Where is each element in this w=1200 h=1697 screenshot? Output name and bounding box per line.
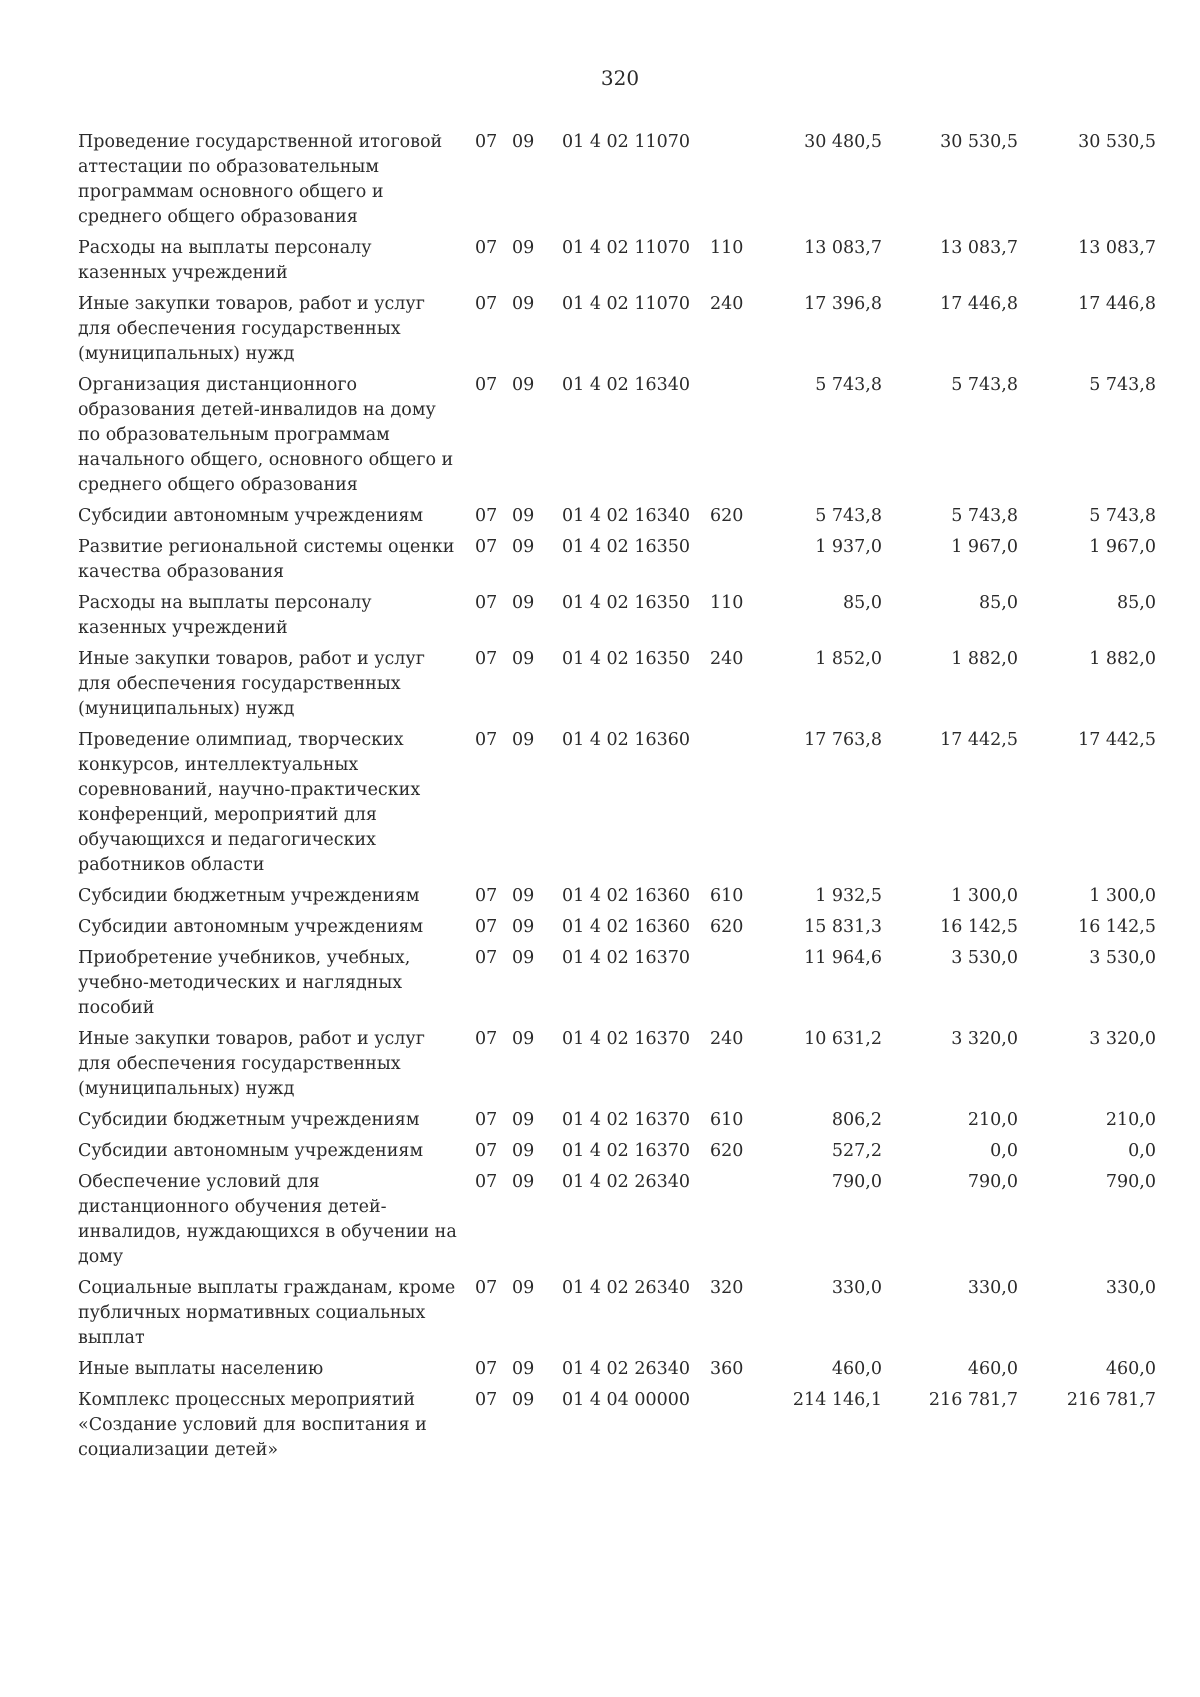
target-article-code: 01 4 02 16360 bbox=[562, 730, 691, 750]
subsection-code: 09 bbox=[512, 294, 535, 314]
amount-year-1: 790,0 bbox=[831, 1172, 882, 1192]
amount-year-1: 17 763,8 bbox=[804, 730, 882, 750]
row-description: Развитие региональной системы оценки качества образования bbox=[78, 537, 455, 582]
table-row bbox=[0, 647, 1200, 722]
amount-year-2: 210,0 bbox=[967, 1110, 1018, 1130]
section-code: 07 bbox=[475, 375, 498, 395]
subsection-code: 09 bbox=[512, 238, 535, 258]
budget-table bbox=[0, 130, 1200, 1469]
target-article-code: 01 4 02 16340 bbox=[562, 506, 691, 526]
target-article-code: 01 4 02 26340 bbox=[562, 1172, 691, 1192]
amount-year-2: 460,0 bbox=[967, 1359, 1018, 1379]
row-description: Комплекс процессных мероприятий «Создание условий для воспитания и социализации детей» bbox=[78, 1390, 427, 1460]
amount-year-3: 460,0 bbox=[1105, 1359, 1156, 1379]
section-code: 07 bbox=[475, 294, 498, 314]
subsection-code: 09 bbox=[512, 1359, 535, 1379]
target-article-code: 01 4 02 16350 bbox=[562, 593, 691, 613]
amount-year-3: 30 530,5 bbox=[1078, 132, 1156, 152]
section-code: 07 bbox=[475, 1278, 498, 1298]
table-row bbox=[0, 236, 1200, 286]
amount-year-1: 15 831,3 bbox=[804, 917, 882, 937]
table-row bbox=[0, 373, 1200, 498]
amount-year-2: 13 083,7 bbox=[940, 238, 1018, 258]
amount-year-1: 1 932,5 bbox=[815, 886, 882, 906]
amount-year-2: 17 446,8 bbox=[940, 294, 1018, 314]
table-row bbox=[0, 591, 1200, 641]
expense-type-code: 240 bbox=[710, 294, 744, 314]
section-code: 07 bbox=[475, 1390, 498, 1410]
section-code: 07 bbox=[475, 1029, 498, 1049]
table-row bbox=[0, 1027, 1200, 1102]
amount-year-2: 5 743,8 bbox=[951, 375, 1018, 395]
table-row bbox=[0, 504, 1200, 529]
section-code: 07 bbox=[475, 1359, 498, 1379]
target-article-code: 01 4 02 11070 bbox=[562, 132, 691, 152]
row-description: Обеспечение условий для дистанционного обучения детей-инвалидов, нуждающихся в обучении на дому bbox=[78, 1172, 457, 1267]
table-row bbox=[0, 535, 1200, 585]
table-row bbox=[0, 1139, 1200, 1164]
amount-year-3: 17 446,8 bbox=[1078, 294, 1156, 314]
target-article-code: 01 4 02 26340 bbox=[562, 1359, 691, 1379]
section-code: 07 bbox=[475, 506, 498, 526]
section-code: 07 bbox=[475, 948, 498, 968]
amount-year-3: 330,0 bbox=[1105, 1278, 1156, 1298]
expense-type-code: 620 bbox=[710, 1141, 744, 1161]
amount-year-2: 1 967,0 bbox=[951, 537, 1018, 557]
expense-type-code: 610 bbox=[710, 886, 744, 906]
subsection-code: 09 bbox=[512, 917, 535, 937]
amount-year-1: 527,2 bbox=[831, 1141, 882, 1161]
row-description: Социальные выплаты гражданам, кроме публичных нормативных социальных выплат bbox=[78, 1278, 456, 1348]
subsection-code: 09 bbox=[512, 506, 535, 526]
target-article-code: 01 4 02 16370 bbox=[562, 1110, 691, 1130]
subsection-code: 09 bbox=[512, 1278, 535, 1298]
target-article-code: 01 4 02 16350 bbox=[562, 537, 691, 557]
amount-year-3: 1 882,0 bbox=[1089, 649, 1156, 669]
amount-year-2: 0,0 bbox=[990, 1141, 1018, 1161]
target-article-code: 01 4 02 16370 bbox=[562, 1141, 691, 1161]
amount-year-2: 30 530,5 bbox=[940, 132, 1018, 152]
table-row bbox=[0, 130, 1200, 230]
amount-year-1: 5 743,8 bbox=[815, 375, 882, 395]
table-row bbox=[0, 946, 1200, 1021]
expense-type-code: 110 bbox=[710, 238, 744, 258]
subsection-code: 09 bbox=[512, 537, 535, 557]
row-description: Субсидии автономным учреждениям bbox=[78, 506, 424, 526]
subsection-code: 09 bbox=[512, 1390, 535, 1410]
target-article-code: 01 4 02 26340 bbox=[562, 1278, 691, 1298]
row-description: Иные закупки товаров, работ и услуг для обеспечения государственных (муниципальных) нужд bbox=[78, 294, 425, 364]
amount-year-3: 85,0 bbox=[1117, 593, 1156, 613]
table-row bbox=[0, 884, 1200, 909]
section-code: 07 bbox=[475, 238, 498, 258]
amount-year-3: 0,0 bbox=[1128, 1141, 1156, 1161]
subsection-code: 09 bbox=[512, 886, 535, 906]
row-description: Иные закупки товаров, работ и услуг для обеспечения государственных (муниципальных) нужд bbox=[78, 649, 425, 719]
amount-year-1: 1 852,0 bbox=[815, 649, 882, 669]
amount-year-1: 214 146,1 bbox=[792, 1390, 882, 1410]
amount-year-1: 13 083,7 bbox=[804, 238, 882, 258]
row-description: Субсидии автономным учреждениям bbox=[78, 1141, 424, 1161]
expense-type-code: 110 bbox=[710, 593, 744, 613]
section-code: 07 bbox=[475, 1141, 498, 1161]
amount-year-2: 17 442,5 bbox=[940, 730, 1018, 750]
amount-year-2: 330,0 bbox=[967, 1278, 1018, 1298]
amount-year-3: 790,0 bbox=[1105, 1172, 1156, 1192]
section-code: 07 bbox=[475, 649, 498, 669]
subsection-code: 09 bbox=[512, 730, 535, 750]
amount-year-1: 5 743,8 bbox=[815, 506, 882, 526]
amount-year-1: 10 631,2 bbox=[804, 1029, 882, 1049]
subsection-code: 09 bbox=[512, 1110, 535, 1130]
table-row bbox=[0, 728, 1200, 878]
amount-year-1: 330,0 bbox=[831, 1278, 882, 1298]
table-row bbox=[0, 1108, 1200, 1133]
table-row bbox=[0, 1276, 1200, 1351]
subsection-code: 09 bbox=[512, 132, 535, 152]
amount-year-3: 5 743,8 bbox=[1089, 375, 1156, 395]
table-row bbox=[0, 1357, 1200, 1382]
row-description: Проведение олимпиад, творческих конкурсов, интеллектуальных соревнований, научно-практических конференций, мероприятий для обучающихся и педагогических работников области bbox=[78, 730, 421, 875]
expense-type-code: 360 bbox=[710, 1359, 744, 1379]
row-description: Проведение государственной итоговой аттестации по образовательным программам основного общего и среднего общего образования bbox=[78, 132, 443, 227]
amount-year-3: 3 530,0 bbox=[1089, 948, 1156, 968]
amount-year-3: 216 781,7 bbox=[1066, 1390, 1156, 1410]
subsection-code: 09 bbox=[512, 593, 535, 613]
amount-year-3: 13 083,7 bbox=[1078, 238, 1156, 258]
target-article-code: 01 4 02 16350 bbox=[562, 649, 691, 669]
row-description: Организация дистанционного образования детей-инвалидов на дому по образовательным программам начального общего, основного общего и среднего общего образования bbox=[78, 375, 454, 495]
section-code: 07 bbox=[475, 1172, 498, 1192]
target-article-code: 01 4 02 16370 bbox=[562, 948, 691, 968]
amount-year-2: 3 320,0 bbox=[951, 1029, 1018, 1049]
amount-year-2: 85,0 bbox=[979, 593, 1018, 613]
section-code: 07 bbox=[475, 132, 498, 152]
amount-year-1: 11 964,6 bbox=[804, 948, 882, 968]
table-row bbox=[0, 1170, 1200, 1270]
target-article-code: 01 4 02 16360 bbox=[562, 917, 691, 937]
row-description: Приобретение учебников, учебных, учебно-методических и наглядных пособий bbox=[78, 948, 411, 1018]
amount-year-1: 85,0 bbox=[843, 593, 882, 613]
section-code: 07 bbox=[475, 917, 498, 937]
row-description: Иные закупки товаров, работ и услуг для обеспечения государственных (муниципальных) нужд bbox=[78, 1029, 425, 1099]
expense-type-code: 240 bbox=[710, 1029, 744, 1049]
subsection-code: 09 bbox=[512, 375, 535, 395]
row-description: Субсидии бюджетным учреждениям bbox=[78, 886, 420, 906]
expense-type-code: 240 bbox=[710, 649, 744, 669]
page-number: 320 bbox=[600, 66, 640, 90]
amount-year-2: 5 743,8 bbox=[951, 506, 1018, 526]
expense-type-code: 320 bbox=[710, 1278, 744, 1298]
subsection-code: 09 bbox=[512, 1172, 535, 1192]
amount-year-2: 216 781,7 bbox=[928, 1390, 1018, 1410]
amount-year-1: 17 396,8 bbox=[804, 294, 882, 314]
section-code: 07 bbox=[475, 730, 498, 750]
amount-year-2: 3 530,0 bbox=[951, 948, 1018, 968]
subsection-code: 09 bbox=[512, 649, 535, 669]
subsection-code: 09 bbox=[512, 1141, 535, 1161]
amount-year-3: 5 743,8 bbox=[1089, 506, 1156, 526]
amount-year-1: 30 480,5 bbox=[804, 132, 882, 152]
amount-year-2: 790,0 bbox=[967, 1172, 1018, 1192]
table-row bbox=[0, 292, 1200, 367]
section-code: 07 bbox=[475, 886, 498, 906]
amount-year-3: 16 142,5 bbox=[1078, 917, 1156, 937]
row-description: Расходы на выплаты персоналу казенных учреждений bbox=[78, 593, 372, 638]
section-code: 07 bbox=[475, 1110, 498, 1130]
row-description: Субсидии бюджетным учреждениям bbox=[78, 1110, 420, 1130]
target-article-code: 01 4 02 16360 bbox=[562, 886, 691, 906]
expense-type-code: 620 bbox=[710, 506, 744, 526]
amount-year-3: 1 967,0 bbox=[1089, 537, 1156, 557]
section-code: 07 bbox=[475, 537, 498, 557]
amount-year-2: 16 142,5 bbox=[940, 917, 1018, 937]
table-row bbox=[0, 1388, 1200, 1463]
target-article-code: 01 4 02 11070 bbox=[562, 294, 691, 314]
amount-year-1: 806,2 bbox=[831, 1110, 882, 1130]
row-description: Иные выплаты населению bbox=[78, 1359, 324, 1379]
table-row bbox=[0, 915, 1200, 940]
amount-year-2: 1 300,0 bbox=[951, 886, 1018, 906]
section-code: 07 bbox=[475, 593, 498, 613]
amount-year-3: 17 442,5 bbox=[1078, 730, 1156, 750]
subsection-code: 09 bbox=[512, 1029, 535, 1049]
target-article-code: 01 4 02 16370 bbox=[562, 1029, 691, 1049]
row-description: Субсидии автономным учреждениям bbox=[78, 917, 424, 937]
subsection-code: 09 bbox=[512, 948, 535, 968]
target-article-code: 01 4 02 16340 bbox=[562, 375, 691, 395]
target-article-code: 01 4 04 00000 bbox=[562, 1390, 691, 1410]
amount-year-3: 210,0 bbox=[1105, 1110, 1156, 1130]
amount-year-2: 1 882,0 bbox=[951, 649, 1018, 669]
expense-type-code: 610 bbox=[710, 1110, 744, 1130]
amount-year-1: 460,0 bbox=[831, 1359, 882, 1379]
amount-year-1: 1 937,0 bbox=[815, 537, 882, 557]
amount-year-3: 3 320,0 bbox=[1089, 1029, 1156, 1049]
amount-year-3: 1 300,0 bbox=[1089, 886, 1156, 906]
target-article-code: 01 4 02 11070 bbox=[562, 238, 691, 258]
expense-type-code: 620 bbox=[710, 917, 744, 937]
row-description: Расходы на выплаты персоналу казенных учреждений bbox=[78, 238, 372, 283]
